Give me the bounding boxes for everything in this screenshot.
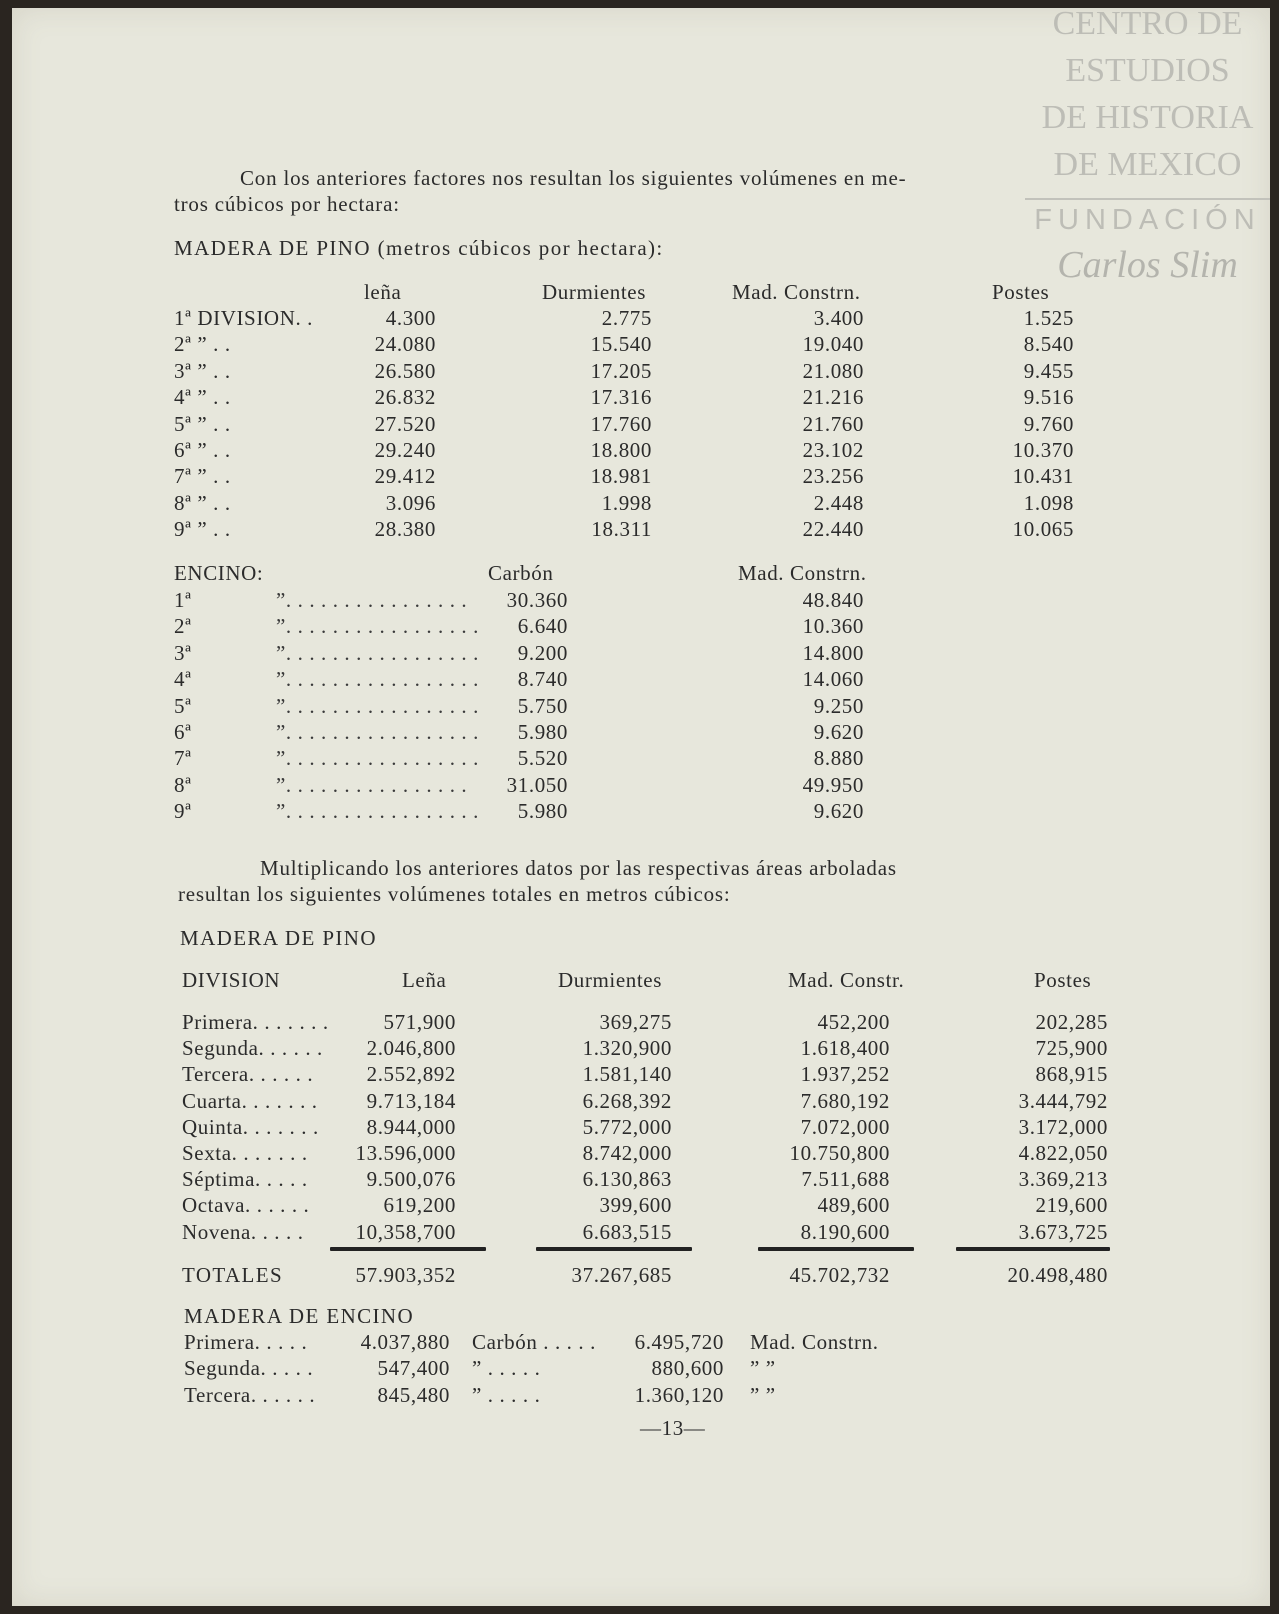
postes-value: 10.370 [1012,438,1074,462]
construccion-value: 2.448 [813,490,864,515]
carbon-value: 31.050 [506,772,568,797]
carbon-value: 880,600 [651,1356,724,1381]
postes-value: 3.444,792 [1018,1088,1108,1113]
row-label: 4ª [174,667,192,692]
construccion-value: 48.840 [802,588,864,612]
total-lena: 57.903,352 [355,1263,456,1287]
postes-value: 9.516 [1023,385,1074,410]
lena-value: 26.580 [374,358,436,383]
column-header: DIVISION [182,968,281,992]
durmientes-value: 18.981 [590,464,652,489]
column-header: Carbón [488,561,554,585]
division-label: Segunda. . . . . [184,1356,314,1381]
watermark-line: ESTUDIOS [1065,52,1230,89]
total-rule [956,1247,1110,1251]
construccion-label: ” ” [750,1382,776,1407]
division-label: Novena. . . . . [182,1219,304,1244]
watermark-fundacion: FUNDACIÓN [1034,204,1261,236]
column-header: Durmientes [558,968,662,992]
durmientes-value: 6.683,515 [582,1219,672,1244]
construccion-value: 9.620 [813,720,864,744]
lena-value: 4.300 [385,306,436,330]
carbon-value: 9.200 [517,640,568,665]
pino-hectarea-title: MADERA DE PINO (metros cúbicos por hectara): [174,236,664,260]
column-header: Postes [1034,968,1092,992]
durmientes-value: 18.800 [590,438,652,462]
carbon-label: ” . . . . . [472,1356,541,1381]
column-header: Mad. Constrn. [732,280,861,304]
division-label: Primera. . . . . . . [182,1010,329,1034]
construccion-value: 7.680,192 [800,1088,890,1113]
lena-value: 27.520 [374,411,436,436]
document-page [12,8,1270,1606]
durmientes-value: 1.998 [601,490,652,515]
durmientes-value: 6.130,863 [582,1167,672,1192]
row-label: 9ª ” . . [174,517,231,542]
construccion-value: 21.080 [802,358,864,383]
ditto-leader: ”. . . . . . . . . . . . . . . . . [276,614,479,639]
multiplicando-line-2: resultan los siguientes volúmenes totales en metros cúbicos: [178,882,731,906]
division-label: Sexta. . . . . . . [182,1141,308,1165]
durmientes-value: 18.311 [591,517,652,542]
carbon-value: 6.495,720 [634,1330,724,1354]
postes-value: 8.540 [1023,332,1074,357]
encino-title: ENCINO: [174,561,264,585]
construccion-value: 9.620 [813,799,864,824]
postes-value: 9.760 [1023,411,1074,436]
construccion-value: 452,200 [817,1010,890,1034]
total-postes: 20.498,480 [1007,1263,1108,1287]
watermark-line: DE MEXICO [1053,146,1242,183]
watermark-signature: Carlos Slim [1057,244,1238,286]
durmientes-value: 2.775 [601,306,652,330]
postes-value: 725,900 [1035,1036,1108,1061]
column-header: Mad. Constr. [788,968,905,992]
row-label: 8ª ” . . [174,490,231,515]
postes-value: 4.822,050 [1018,1141,1108,1165]
construccion-value: 19.040 [802,332,864,357]
ditto-leader: ”. . . . . . . . . . . . . . . . . [276,640,479,665]
encino-totales-title: MADERA DE ENCINO [184,1304,415,1328]
division-label: Tercera. . . . . . [182,1062,314,1087]
totals-label: TOTALES [182,1263,284,1287]
durmientes-value: 399,600 [599,1193,672,1218]
construccion-value: 23.256 [802,464,864,489]
carbon-label: Carbón . . . . . [472,1330,596,1354]
construccion-value: 22.440 [802,517,864,542]
durmientes-value: 17.205 [590,358,652,383]
ditto-leader: ”. . . . . . . . . . . . . . . . . [276,746,479,771]
durmientes-value: 17.760 [590,411,652,436]
watermark-divider [1025,198,1270,200]
column-header: Mad. Constrn. [738,561,867,585]
carbon-label: ” . . . . . [472,1382,541,1407]
postes-value: 1.098 [1023,490,1074,515]
lena-value: 2.552,892 [366,1062,456,1087]
division-label: Tercera. . . . . . [184,1382,316,1407]
lena-value: 547,400 [377,1356,450,1381]
row-label: 5ª ” . . [174,411,231,436]
total-rule [536,1247,692,1251]
construccion-value: 14.800 [802,640,864,665]
construccion-value: 3.400 [813,306,864,330]
column-header: Leña [402,968,447,992]
carbon-value: 6.640 [517,614,568,639]
total-rule [330,1247,486,1251]
postes-value: 10.065 [1012,517,1074,542]
lena-value: 8.944,000 [366,1114,456,1139]
lena-value: 3.096 [385,490,436,515]
durmientes-value: 8.742,000 [582,1141,672,1165]
row-label: 2ª [174,614,192,639]
lena-value: 29.240 [374,438,436,462]
durmientes-value: 1.320,900 [582,1036,672,1061]
construccion-value: 23.102 [802,438,864,462]
lena-value: 28.380 [374,517,436,542]
construccion-value: 10.750,800 [789,1141,890,1165]
carbon-value: 1.360,120 [634,1382,724,1407]
lena-value: 571,900 [383,1010,456,1034]
carbon-value: 5.980 [517,799,568,824]
row-label: 5ª [174,693,192,718]
division-label: Quinta. . . . . . . [182,1114,319,1139]
lena-value: 2.046,800 [366,1036,456,1061]
carbon-value: 30.360 [506,588,568,612]
ditto-leader: ”. . . . . . . . . . . . . . . . . [276,799,479,824]
postes-value: 3.369,213 [1018,1167,1108,1192]
postes-value: 219,600 [1035,1193,1108,1218]
postes-value: 3.673,725 [1018,1219,1108,1244]
total-durmientes: 37.267,685 [571,1263,672,1287]
division-label: Séptima. . . . . [182,1167,308,1192]
row-label: 1ª DIVISION. . [174,306,314,330]
row-label: 2ª ” . . [174,332,231,357]
lena-value: 26.832 [374,385,436,410]
construccion-value: 7.511,688 [801,1167,890,1192]
multiplicando-line-1: Multiplicando los anteriores datos por las respectivas áreas arboladas [260,856,897,880]
postes-value: 202,285 [1035,1010,1108,1034]
total-construccion: 45.702,732 [789,1263,890,1287]
carbon-value: 5.520 [517,746,568,771]
carbon-value: 5.980 [517,720,568,744]
construccion-value: 489,600 [817,1193,890,1218]
lena-value: 4.037,880 [360,1330,450,1354]
postes-value: 9.455 [1023,358,1074,383]
watermark [1025,8,1270,287]
ditto-leader: ”. . . . . . . . . . . . . . . . [276,588,468,612]
row-label: 9ª [174,799,192,824]
construccion-value: 8.190,600 [800,1219,890,1244]
lena-value: 24.080 [374,332,436,357]
column-header: Durmientes [542,280,646,304]
division-label: Primera. . . . . [184,1330,308,1354]
column-header: Postes [992,280,1050,304]
ditto-leader: ”. . . . . . . . . . . . . . . . . [276,693,479,718]
construccion-value: 14.060 [802,667,864,692]
carbon-value: 5.750 [517,693,568,718]
lena-value: 9.500,076 [366,1167,456,1192]
lena-value: 13.596,000 [355,1141,456,1165]
durmientes-value: 15.540 [590,332,652,357]
construccion-value: 8.880 [813,746,864,771]
ditto-leader: ”. . . . . . . . . . . . . . . . . [276,720,479,744]
construccion-value: 49.950 [802,772,864,797]
division-label: Segunda. . . . . . [182,1036,323,1061]
durmientes-value: 5.772,000 [582,1114,672,1139]
durmientes-value: 17.316 [590,385,652,410]
row-label: 7ª ” . . [174,464,231,489]
construccion-value: 1.937,252 [800,1062,890,1087]
construccion-label: ” ” [750,1356,776,1381]
column-header: leña [364,280,402,304]
durmientes-value: 6.268,392 [582,1088,672,1113]
row-label: 3ª ” . . [174,358,231,383]
watermark-line: CENTRO DE [1052,8,1243,42]
row-label: 6ª ” . . [174,438,231,462]
lena-value: 9.713,184 [366,1088,456,1113]
postes-value: 868,915 [1035,1062,1108,1087]
watermark-line: DE HISTORIA [1041,99,1254,136]
durmientes-value: 369,275 [599,1010,672,1034]
row-label: 3ª [174,640,192,665]
total-rule [758,1247,914,1251]
durmientes-value: 1.581,140 [582,1062,672,1087]
ditto-leader: ”. . . . . . . . . . . . . . . . . [276,667,479,692]
row-label: 7ª [174,746,192,771]
construccion-label: Mad. Constrn. [750,1330,879,1354]
lena-value: 845,480 [377,1382,450,1407]
row-label: 6ª [174,720,192,744]
division-label: Cuarta. . . . . . . [182,1088,318,1113]
intro-line-2: tros cúbicos por hectara: [174,192,400,216]
row-label: 8ª [174,772,192,797]
construccion-value: 7.072,000 [800,1114,890,1139]
construccion-value: 1.618,400 [800,1036,890,1061]
lena-value: 10,358,700 [355,1219,456,1244]
postes-value: 1.525 [1023,306,1074,330]
ditto-leader: ”. . . . . . . . . . . . . . . . [276,772,468,797]
construccion-value: 9.250 [813,693,864,718]
pino-totales-title: MADERA DE PINO [180,926,377,950]
division-label: Octava. . . . . . [182,1193,310,1218]
lena-value: 619,200 [383,1193,456,1218]
construccion-value: 21.760 [802,411,864,436]
construccion-value: 21.216 [802,385,864,410]
row-label: 4ª ” . . [174,385,231,410]
intro-line-1: Con los anteriores factores nos resultan los siguientes volúmenes en me- [240,166,907,190]
carbon-value: 8.740 [517,667,568,692]
page-number: —13— [640,1416,706,1440]
row-label: 1ª [174,588,192,612]
construccion-value: 10.360 [802,614,864,639]
postes-value: 10.431 [1012,464,1074,489]
postes-value: 3.172,000 [1018,1114,1108,1139]
lena-value: 29.412 [374,464,436,489]
